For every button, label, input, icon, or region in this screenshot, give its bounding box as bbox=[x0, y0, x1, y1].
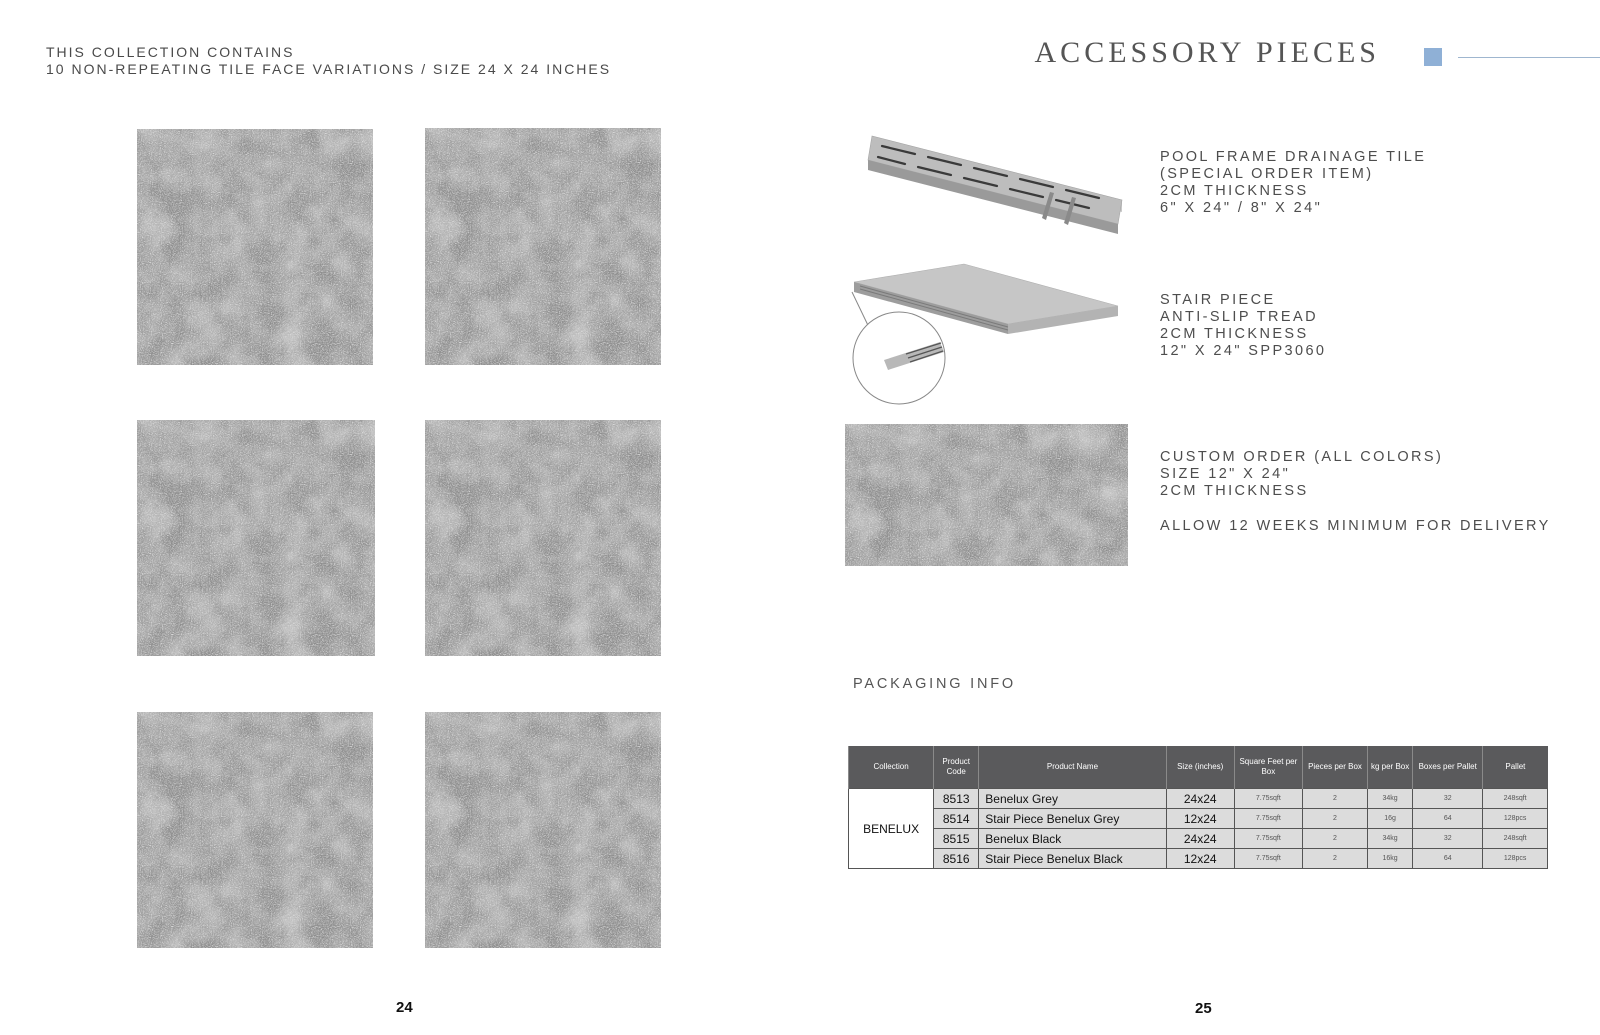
collection-intro bbox=[46, 44, 611, 78]
header-pieces: Pieces per Box bbox=[1302, 746, 1367, 789]
tile-sample-1 bbox=[137, 129, 373, 365]
custom-line-2: SIZE 12" X 24" bbox=[1160, 466, 1291, 482]
sqft-cell: 7.75sqft bbox=[1234, 849, 1302, 869]
sqft-cell: 7.75sqft bbox=[1234, 829, 1302, 849]
tile-sample-5 bbox=[137, 712, 373, 948]
size-cell: 24x24 bbox=[1166, 789, 1234, 809]
custom-order-tile-sample bbox=[845, 424, 1128, 566]
tile-sample-3 bbox=[137, 420, 375, 656]
size-cell: 12x24 bbox=[1166, 809, 1234, 829]
pieces-cell: 2 bbox=[1302, 849, 1367, 869]
pieces-cell: 2 bbox=[1302, 809, 1367, 829]
kg-cell: 34kg bbox=[1368, 789, 1413, 809]
sqft-cell: 7.75sqft bbox=[1234, 809, 1302, 829]
header-collection: Collection bbox=[849, 746, 934, 789]
header-kg: kg per Box bbox=[1368, 746, 1413, 789]
packaging-title: PACKAGING INFO bbox=[853, 676, 1017, 692]
stair-line-4: 12" X 24" SPP3060 bbox=[1160, 343, 1327, 359]
custom-line-1: CUSTOM ORDER (ALL COLORS) bbox=[1160, 449, 1444, 465]
drainage-tile-description bbox=[1160, 149, 1426, 217]
stair-line-3: 2CM THICKNESS bbox=[1160, 326, 1309, 342]
product-code-cell: 8516 bbox=[934, 849, 979, 869]
intro-line-2: 10 NON-REPEATING TILE FACE VARIATIONS / SIZE 24 X 24 INCHES bbox=[46, 61, 612, 77]
tile-sample-2 bbox=[425, 128, 661, 365]
product-name-cell: Stair Piece Benelux Black bbox=[979, 849, 1166, 869]
drainage-tile-illustration bbox=[860, 130, 1130, 240]
stair-piece-description bbox=[1160, 292, 1326, 360]
table-row bbox=[849, 829, 1548, 849]
pallet-cell: 128pcs bbox=[1483, 849, 1548, 869]
boxes-cell: 64 bbox=[1413, 849, 1483, 869]
table-row bbox=[849, 809, 1548, 829]
tile-sample-4 bbox=[425, 420, 661, 656]
stair-line-2: ANTI-SLIP TREAD bbox=[1160, 309, 1318, 325]
kg-cell: 34kg bbox=[1368, 829, 1413, 849]
header-square-feet: Square Feet per Box bbox=[1234, 746, 1302, 789]
sqft-cell: 7.75sqft bbox=[1234, 789, 1302, 809]
title-accent-square bbox=[1424, 48, 1442, 66]
pallet-cell: 248sqft bbox=[1483, 789, 1548, 809]
pieces-cell: 2 bbox=[1302, 789, 1367, 809]
size-cell: 12x24 bbox=[1166, 849, 1234, 869]
header-product-name: Product Name bbox=[979, 746, 1166, 789]
custom-line-3: 2CM THICKNESS bbox=[1160, 483, 1309, 499]
intro-line-1: THIS COLLECTION CONTAINS bbox=[46, 44, 295, 60]
tile-sample-6 bbox=[425, 712, 661, 948]
collection-cell: BENELUX bbox=[849, 789, 934, 869]
boxes-cell: 32 bbox=[1413, 789, 1483, 809]
drainage-line-2: (SPECIAL ORDER ITEM) bbox=[1160, 166, 1374, 182]
stair-line-1: STAIR PIECE bbox=[1160, 292, 1276, 308]
product-name-cell: Stair Piece Benelux Grey bbox=[979, 809, 1166, 829]
kg-cell: 16kg bbox=[1368, 849, 1413, 869]
boxes-cell: 64 bbox=[1413, 809, 1483, 829]
pallet-cell: 128pcs bbox=[1483, 809, 1548, 829]
custom-order-description bbox=[1160, 449, 1551, 535]
packaging-header-row bbox=[849, 746, 1548, 789]
header-product-code: Product Code bbox=[934, 746, 979, 789]
table-row bbox=[849, 789, 1548, 809]
packaging-table bbox=[848, 746, 1548, 869]
header-size: Size (inches) bbox=[1166, 746, 1234, 789]
header-pallet: Pallet bbox=[1483, 746, 1548, 789]
product-name-cell: Benelux Black bbox=[979, 829, 1166, 849]
pieces-cell: 2 bbox=[1302, 829, 1367, 849]
drainage-line-4: 6" X 24" / 8" X 24" bbox=[1160, 200, 1323, 216]
page-number-left: 24 bbox=[396, 999, 413, 1016]
table-row bbox=[849, 849, 1548, 869]
pallet-cell: 248sqft bbox=[1483, 829, 1548, 849]
header-boxes-per-pallet: Boxes per Pallet bbox=[1413, 746, 1483, 789]
delivery-note: ALLOW 12 WEEKS MINIMUM FOR DELIVERY bbox=[1160, 518, 1551, 534]
product-code-cell: 8514 bbox=[934, 809, 979, 829]
stair-piece-illustration bbox=[846, 262, 1126, 412]
page-title: ACCESSORY PIECES bbox=[1034, 36, 1380, 69]
size-cell: 24x24 bbox=[1166, 829, 1234, 849]
kg-cell: 16g bbox=[1368, 809, 1413, 829]
product-code-cell: 8513 bbox=[934, 789, 979, 809]
boxes-cell: 32 bbox=[1413, 829, 1483, 849]
drainage-line-1: POOL FRAME DRAINAGE TILE bbox=[1160, 149, 1427, 165]
title-accent-line bbox=[1458, 57, 1600, 58]
product-code-cell: 8515 bbox=[934, 829, 979, 849]
page-number-right: 25 bbox=[1195, 1000, 1212, 1017]
product-name-cell: Benelux Grey bbox=[979, 789, 1166, 809]
drainage-line-3: 2CM THICKNESS bbox=[1160, 183, 1309, 199]
